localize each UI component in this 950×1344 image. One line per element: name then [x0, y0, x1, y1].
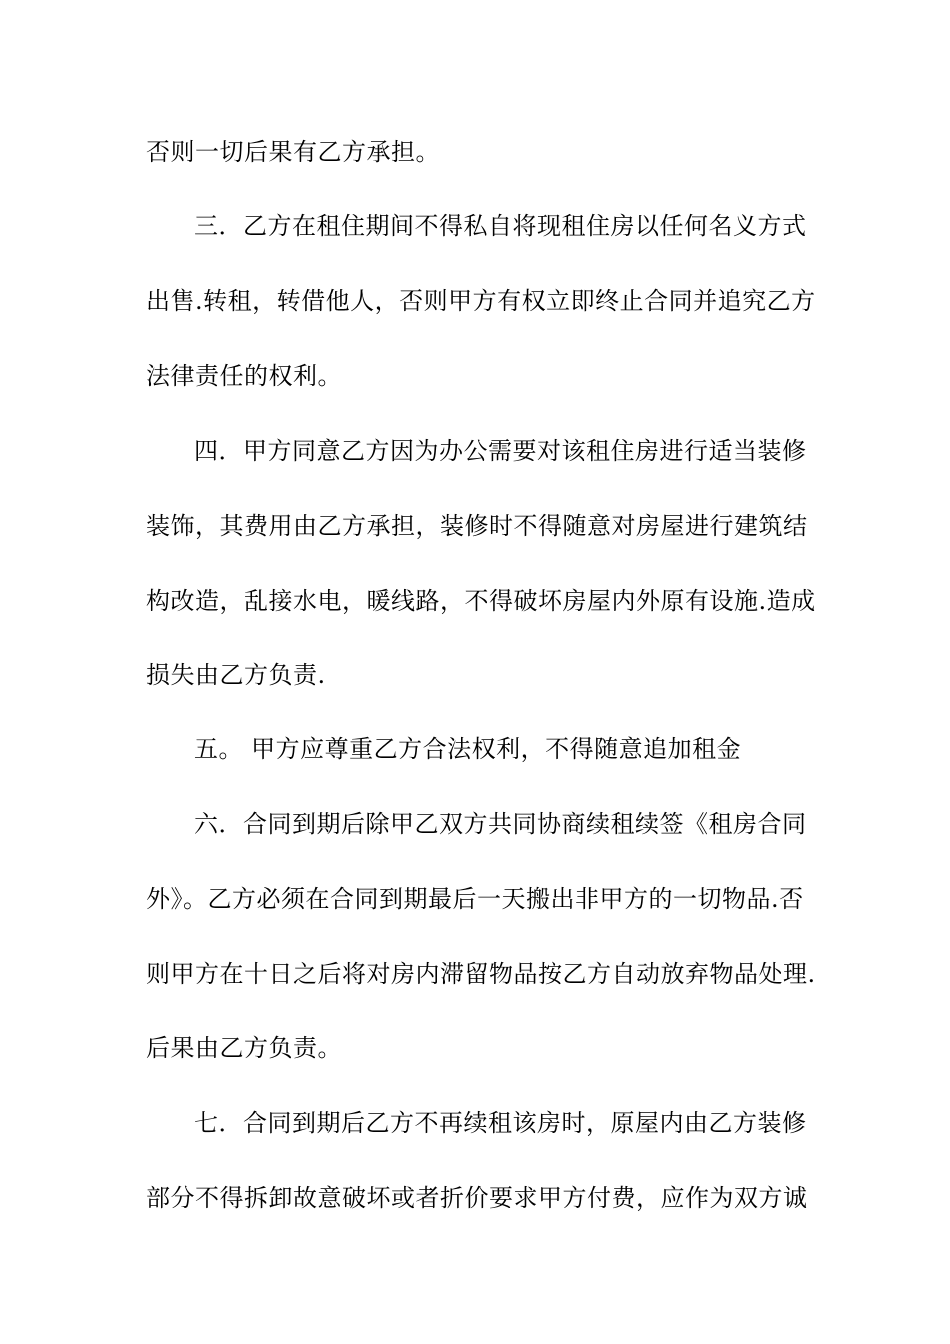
clause-4-line-2: 装饰，其费用由乙方承担，装修时不得随意对房屋进行建筑结 [146, 512, 808, 540]
clause-4-line-3: 构改造，乱接水电，暖线路，不得破坏房屋内外原有设施.造成 [146, 587, 816, 615]
clause-7-line-2: 部分不得拆卸故意破坏或者折价要求甲方付费，应作为双方诚 [146, 1184, 808, 1212]
clause-6-line-1: 六．合同到期后除甲乙双方共同协商续租续签《租房合同 [194, 810, 807, 838]
clause-6-line-4: 后果由乙方负责。 [146, 1034, 342, 1062]
clause-5-line-1: 五。 甲方应尊重乙方合法权利，不得随意追加租金 [194, 735, 742, 763]
clause-4-line-1: 四．甲方同意乙方因为办公需要对该租住房进行适当装修 [194, 437, 807, 465]
text-line-1: 否则一切后果有乙方承担。 [146, 138, 440, 166]
clause-7-line-1: 七．合同到期后乙方不再续租该房时，原屋内由乙方装修 [194, 1109, 807, 1137]
clause-3-line-2: 出售.转租，转借他人，否则甲方有权立即终止合同并追究乙方 [146, 287, 816, 315]
clause-3-line-3: 法律责任的权利。 [146, 362, 342, 390]
clause-4-line-4: 损失由乙方负责. [146, 661, 326, 689]
clause-6-line-3: 则甲方在十日之后将对房内滞留物品按乙方自动放弃物品处理. [146, 960, 816, 988]
clause-6-line-2: 外》。乙方必须在合同到期最后一天搬出非甲方的一切物品.否 [146, 885, 804, 913]
clause-3-line-1: 三．乙方在租住期间不得私自将现租住房以任何名义方式 [194, 212, 807, 240]
